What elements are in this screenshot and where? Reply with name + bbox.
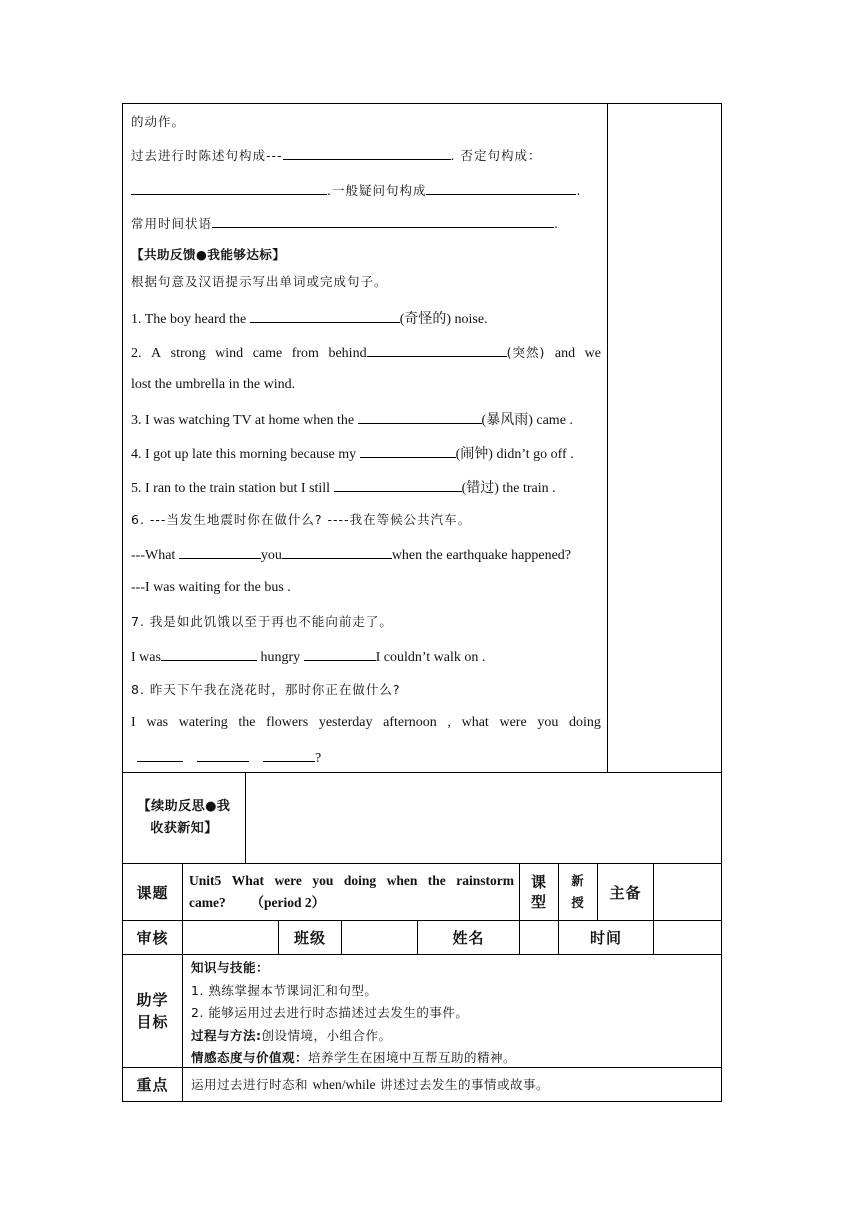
- grammar-negative-label: . 否定句构成：: [450, 148, 542, 163]
- topic-word: the: [427, 873, 446, 888]
- reflection-label-line: 【续助反思●我: [137, 799, 231, 814]
- question-text: 5. I ran to the train station but I still: [131, 481, 334, 496]
- reflection-label-line: 收获新知】: [150, 821, 218, 836]
- goals-label-line: 助学: [136, 991, 169, 1009]
- key-text-part: 讲述过去发生的事情或故事。: [375, 1077, 549, 1092]
- goals-label: [123, 955, 182, 1067]
- answer-blank[interactable]: [197, 748, 249, 762]
- reflection-answer-area[interactable]: [246, 773, 721, 863]
- grammar-statement-label: 过去进行时陈述句构成---: [131, 148, 283, 163]
- question-1: [131, 309, 488, 329]
- answer-blank[interactable]: [282, 545, 392, 559]
- question-8-chinese: 8. 昨天下午我在浇花时，那时你正在做什么?: [131, 682, 401, 697]
- table-divider-upper: [607, 103, 608, 772]
- question-hint: (突然): [506, 345, 546, 360]
- type-value-char: 授: [571, 895, 585, 910]
- question-4: [131, 444, 574, 464]
- text-line: 的动作。: [131, 114, 186, 129]
- question-word: flowers: [266, 715, 309, 730]
- type-label: [520, 864, 558, 920]
- time-adverbial-line: [131, 214, 559, 233]
- question-word: from: [291, 346, 319, 361]
- topic-word: What: [231, 873, 264, 888]
- question-word: you: [537, 715, 559, 730]
- name-value[interactable]: [520, 921, 558, 954]
- question-word: the: [238, 715, 256, 730]
- answer-blank[interactable]: [283, 146, 451, 160]
- question-word: strong: [170, 346, 206, 361]
- topic-period: （period 2）: [250, 895, 326, 910]
- goal-process-text: 创设情境，小组合作。: [261, 1027, 392, 1043]
- question-word: was: [146, 715, 169, 730]
- answer-blank[interactable]: [212, 214, 554, 228]
- question-word: afternoon: [383, 715, 437, 730]
- topic-word: when: [386, 873, 418, 888]
- question-text: you: [260, 548, 282, 563]
- question-6: [131, 545, 571, 565]
- question-6-answer: ---I was waiting for the bus .: [131, 580, 291, 595]
- question-word: behind: [328, 346, 367, 361]
- lead-value[interactable]: [654, 864, 721, 920]
- grammar-statement-line: [131, 146, 542, 165]
- question-word: I: [131, 715, 136, 730]
- reflection-label: [123, 773, 245, 863]
- grammar-question-label: .一般疑问句构成: [327, 183, 427, 198]
- key-label: 重点: [136, 1076, 169, 1094]
- key-text-part: 运用过去进行时态和: [191, 1077, 313, 1092]
- question-text: when the earthquake happened?: [391, 548, 572, 563]
- question-text: I was: [131, 650, 161, 665]
- question-word: came: [252, 346, 283, 361]
- goals-content: [191, 957, 716, 1070]
- key-text: [191, 1076, 549, 1094]
- goal-skill-item: 2. 能够运用过去进行时态描述过去发生的事件。: [191, 1005, 469, 1020]
- time-adverbial-label: 常用时间状语: [131, 216, 213, 231]
- period-mark: .: [576, 183, 582, 198]
- question-word: wind: [215, 346, 244, 361]
- question-text: (暴风雨) came .: [481, 413, 573, 428]
- type-label-char: 型: [530, 893, 547, 911]
- answer-blank[interactable]: [179, 545, 261, 559]
- topic-label: 课题: [136, 883, 169, 902]
- instruction-text: 根据句意及汉语提示写出单词或完成句子。: [131, 274, 388, 289]
- answer-blank[interactable]: [304, 647, 376, 661]
- question-text: 1. The boy heard the: [131, 312, 250, 327]
- goal-skill-title: 知识与技能：: [191, 960, 270, 975]
- question-word: yesterday: [318, 715, 373, 730]
- grammar-question-line: [131, 181, 581, 200]
- class-label: 班级: [293, 929, 326, 947]
- table-border-bottom: [122, 1101, 722, 1102]
- question-word: we: [584, 346, 601, 361]
- goal-emotion-title: 情感态度与价值观：: [191, 1050, 309, 1065]
- topic-word: were: [274, 873, 302, 888]
- answer-blank[interactable]: [250, 309, 400, 323]
- topic-word: rainstorm: [456, 873, 514, 888]
- answer-blank[interactable]: [358, 410, 482, 424]
- topic-line-1: [189, 871, 514, 891]
- question-7-chinese: 7. 我是如此饥饿以至于再也不能向前走了。: [131, 614, 393, 629]
- type-value: [559, 864, 597, 920]
- question-word: were: [499, 715, 527, 730]
- time-label: 时间: [589, 929, 622, 947]
- table-col-line: [182, 863, 183, 1101]
- answer-blank[interactable]: [263, 748, 315, 762]
- table-border-right: [721, 103, 722, 1102]
- question-word: A: [151, 346, 162, 361]
- goal-process: [191, 1025, 716, 1048]
- question-3: [131, 410, 573, 430]
- time-value[interactable]: [654, 921, 721, 954]
- question-2: [131, 343, 601, 363]
- question-text: (错过) the train .: [461, 481, 556, 496]
- topic-word: you: [312, 873, 334, 888]
- class-value[interactable]: [342, 921, 417, 954]
- goal-emotion-text: 培养学生在困境中互帮互助的精神。: [308, 1050, 517, 1065]
- review-label: 审核: [136, 929, 169, 947]
- topic-word: doing: [343, 873, 377, 888]
- goal-emotion: [191, 1047, 716, 1070]
- answer-blank[interactable]: [137, 748, 183, 762]
- question-text: I couldn’t walk on .: [375, 650, 486, 665]
- name-label: 姓名: [452, 929, 485, 947]
- goal-process-title: 过程与方法:: [191, 1027, 262, 1043]
- answer-blank[interactable]: [161, 647, 257, 661]
- type-value-char: 新: [571, 873, 585, 888]
- question-word: doing: [569, 715, 601, 730]
- review-value[interactable]: [183, 921, 278, 954]
- question-word: watering: [178, 715, 228, 730]
- question-word: ,: [447, 715, 451, 730]
- question-word-group: [328, 343, 545, 363]
- section-title: 【共助反馈●我能够达标】: [131, 247, 286, 262]
- question-word: and: [554, 346, 576, 361]
- topic-line-2: [189, 891, 514, 915]
- question-2-continued: lost the umbrella in the wind.: [131, 377, 296, 392]
- answer-blank[interactable]: [131, 181, 327, 195]
- topic-word: Unit5: [189, 873, 222, 888]
- topic-word: came?: [189, 895, 226, 910]
- answer-blank[interactable]: [360, 444, 456, 458]
- question-mark: ?: [315, 751, 322, 766]
- question-text: hungry: [256, 650, 304, 665]
- answer-blank[interactable]: [334, 478, 462, 492]
- goals-label-line: 目标: [136, 1013, 169, 1031]
- table-border-top: [122, 103, 722, 104]
- question-5: [131, 478, 556, 498]
- question-8-blanks: [131, 748, 321, 768]
- answer-blank[interactable]: [426, 181, 576, 195]
- lead-label: 主备: [609, 883, 642, 902]
- question-8: [131, 714, 601, 732]
- question-7: [131, 647, 485, 667]
- table-row-line: [122, 954, 722, 955]
- question-word: what: [461, 715, 489, 730]
- type-label-char: 课: [530, 873, 547, 891]
- question-text: ---What: [131, 548, 179, 563]
- question-text: 4. I got up late this morning because my: [131, 447, 360, 462]
- question-text: (闹钟) didn’t go off .: [455, 447, 574, 462]
- answer-blank[interactable]: [367, 343, 507, 357]
- question-text: 3. I was watching TV at home when the: [131, 413, 358, 428]
- question-6-chinese: 6. ---当发生地震时你在做什么? ----我在等候公共汽车。: [131, 512, 472, 527]
- topic-value: [189, 871, 514, 917]
- period-mark: .: [554, 216, 559, 231]
- key-text-part: when/while: [312, 1077, 376, 1092]
- question-text: (奇怪的) noise.: [399, 312, 488, 327]
- goal-skill-item: 1. 熟练掌握本节课词汇和句型。: [191, 982, 378, 998]
- question-word: 2.: [131, 346, 142, 361]
